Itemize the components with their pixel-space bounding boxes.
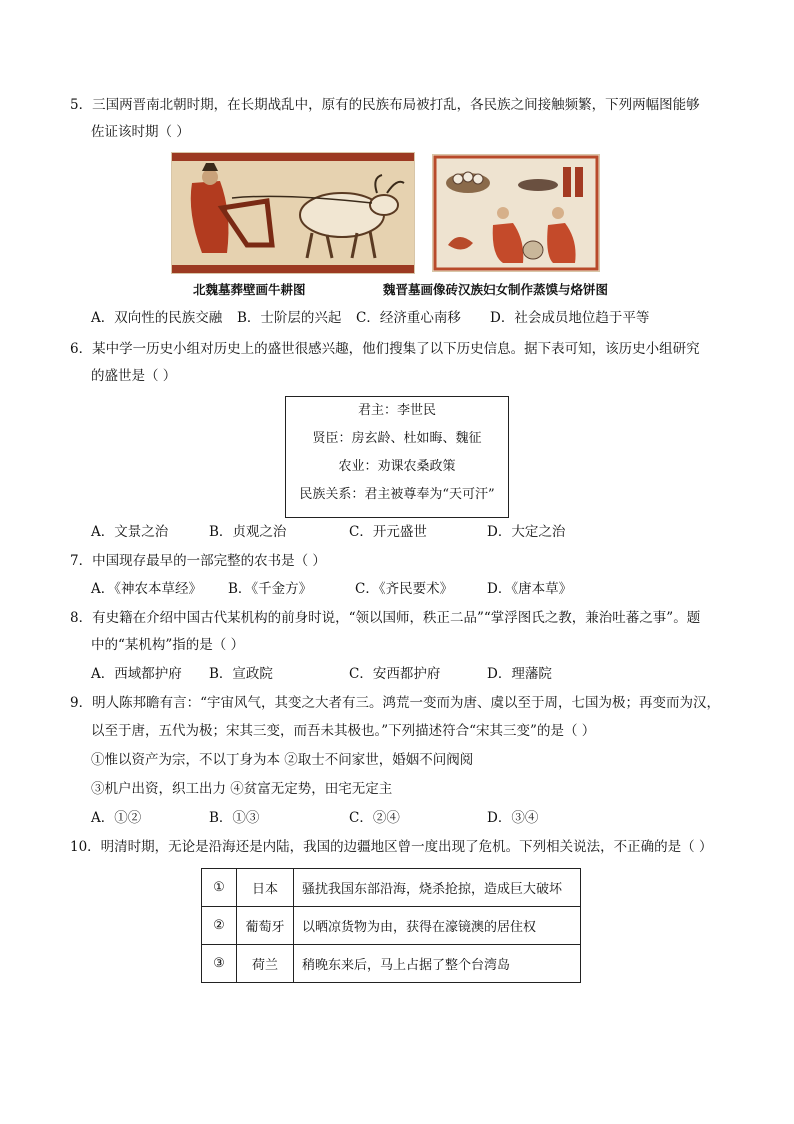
q5-stem-line1: 5．三国两晋南北朝时期，在长期战乱中，原有的民族布局被打乱，各民族之间接触频繁，下列两幅图能够 bbox=[70, 97, 700, 113]
q7-option-d[interactable]: D．《唐本草》 bbox=[487, 581, 573, 597]
q7-option-a[interactable]: A．《神农本草经》 bbox=[91, 581, 202, 597]
q6-info-ministers: 贤臣：房玄龄、杜如晦、魏征 bbox=[312, 431, 482, 446]
q5-option-c[interactable]: C．经济重心南移 bbox=[356, 310, 461, 326]
ox-plowing-mural-image bbox=[171, 152, 415, 274]
q6-info-agriculture: 农业：劝课农桑政策 bbox=[338, 459, 456, 474]
q10-stem-line1: 10．明清时期，无论是沿海还是内陆，我国的边疆地区曾一度出现了危机。下列相关说法，不正确的是（ ） bbox=[70, 839, 713, 855]
q8-option-d[interactable]: D．理藩院 bbox=[487, 666, 552, 682]
women-making-food-brick-image bbox=[432, 154, 600, 272]
q5-option-b[interactable]: B．士阶层的兴起 bbox=[237, 310, 342, 326]
q9-statements-1-2: ①惟以资产为宗，不以丁身为本 ②取士不问家世，婚姻不问阀阅 bbox=[91, 752, 474, 768]
q6-info-ethnic-relations: 民族关系：君主被尊奉为“天可汗” bbox=[299, 487, 495, 502]
table-row bbox=[202, 945, 581, 983]
q6-stem-line2: 的盛世是（ ） bbox=[91, 368, 177, 384]
q10-table bbox=[201, 868, 581, 983]
q8-option-a[interactable]: A．西域都护府 bbox=[91, 666, 182, 682]
q6-option-b[interactable]: B．贞观之治 bbox=[209, 524, 287, 540]
table-cell-description: 稍晚东来后，马上占据了整个台湾岛 bbox=[294, 945, 581, 983]
q6-option-c[interactable]: C．开元盛世 bbox=[349, 524, 427, 540]
table-row bbox=[202, 869, 581, 907]
women-making-food-brick-drawing bbox=[433, 155, 599, 271]
q8-option-b[interactable]: B．宣政院 bbox=[209, 666, 273, 682]
q5-option-d[interactable]: D．社会成员地位趋于平等 bbox=[490, 310, 650, 326]
q8-stem-line1: 8．有史籍在介绍中国古代某机构的前身时说，“领以国师，秩正二品”“掌浮图氏之教，兼治吐蕃之事”。题 bbox=[70, 610, 701, 626]
table-cell-number: ③ bbox=[202, 945, 237, 983]
q7-option-c[interactable]: C．《齐民要术》 bbox=[355, 581, 454, 597]
q5-stem-line2: 佐证该时期（ ） bbox=[91, 124, 190, 140]
table-cell-country: 葡萄牙 bbox=[237, 907, 294, 945]
q6-info-ruler: 君主：李世民 bbox=[357, 403, 436, 418]
q8-stem-line2: 中的“某机构”指的是（ ） bbox=[91, 637, 245, 653]
ox-plowing-mural-drawing bbox=[172, 153, 414, 273]
table-cell-number: ② bbox=[202, 907, 237, 945]
q5-option-a[interactable]: A．双向性的民族交融 bbox=[91, 310, 223, 326]
table-cell-country: 日本 bbox=[237, 869, 294, 907]
q9-stem-line2: 以至于唐，五代为极；宋其三变，而吾未其极也。”下列描述符合“宋其三变”的是（ ） bbox=[91, 723, 596, 739]
women-food-caption: 魏晋墓画像砖汉族妇女制作蒸馍与烙饼图 bbox=[383, 282, 609, 297]
q7-stem-line1: 7．中国现存最早的一部完整的农书是（ ） bbox=[70, 553, 326, 569]
q6-stem-line1: 6．某中学一历史小组对历史上的盛世很感兴趣，他们搜集了以下历史信息。据下表可知，该历史小组研究 bbox=[70, 341, 700, 357]
q9-stem-line1: 9．明人陈邦瞻有言：“宇宙风气，其变之大者有三。鸿荒一变而为唐、虞以至于周，七国为极；再变而为汉， bbox=[70, 695, 720, 711]
q6-option-a[interactable]: A．文景之治 bbox=[91, 524, 169, 540]
table-row bbox=[202, 907, 581, 945]
table-cell-number: ① bbox=[202, 869, 237, 907]
q9-option-b[interactable]: B．①③ bbox=[209, 810, 260, 826]
q6-option-d[interactable]: D．大定之治 bbox=[487, 524, 566, 540]
q7-option-b[interactable]: B．《千金方》 bbox=[228, 581, 313, 597]
table-cell-description: 骚扰我国东部沿海，烧杀抢掠，造成巨大破坏 bbox=[294, 869, 581, 907]
q6-info-box bbox=[285, 396, 509, 518]
ox-plowing-caption: 北魏墓葬壁画牛耕图 bbox=[193, 282, 306, 297]
q8-option-c[interactable]: C．安西都护府 bbox=[349, 666, 441, 682]
q9-option-d[interactable]: D．③④ bbox=[487, 810, 539, 826]
q9-statements-3-4: ③机户出资，织工出力 ④贫富无定势，田宅无定主 bbox=[91, 781, 393, 797]
table-cell-country: 荷兰 bbox=[237, 945, 294, 983]
q9-option-a[interactable]: A．①② bbox=[91, 810, 142, 826]
q9-option-c[interactable]: C．②④ bbox=[349, 810, 400, 826]
table-cell-description: 以晒凉货物为由，获得在濠镜澳的居住权 bbox=[294, 907, 581, 945]
